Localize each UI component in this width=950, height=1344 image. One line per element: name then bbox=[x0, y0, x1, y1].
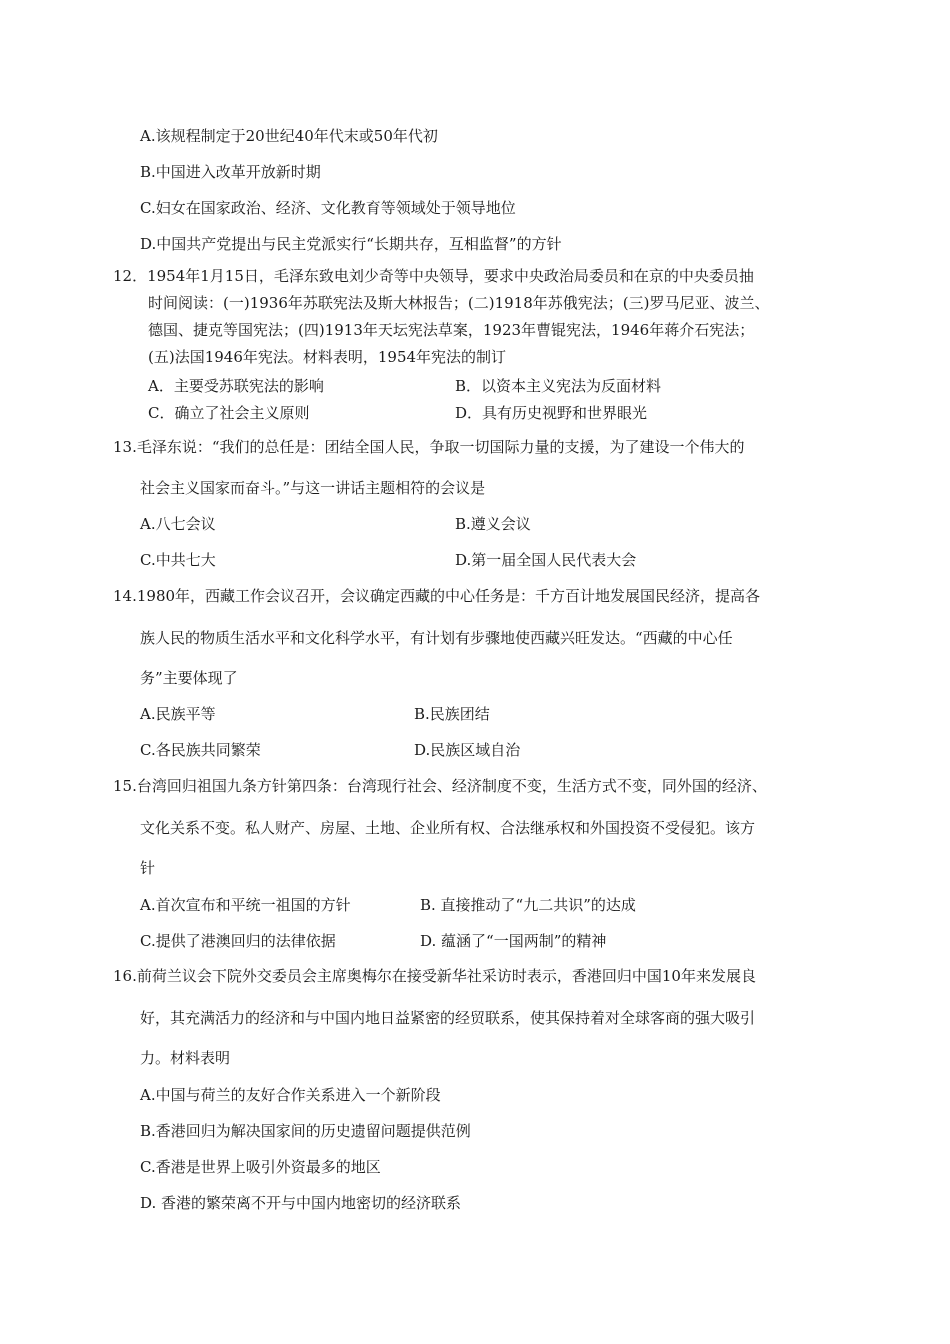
q15-option-a: A.首次宣布和平统一祖国的方针 bbox=[140, 896, 351, 914]
q12-stem-line-4: (五)法国1946年宪法。材料表明，1954年宪法的制订 bbox=[148, 348, 507, 366]
q11-option-d: D.中国共产党提出与民主党派实行“长期共存，互相监督”的方针 bbox=[140, 235, 562, 253]
q16-option-d: D. 香港的繁荣离不开与中国内地密切的经济联系 bbox=[140, 1194, 462, 1212]
q13-option-a: A.八七会议 bbox=[140, 515, 216, 533]
q13-stem-line-1: 13.毛泽东说：“我们的总任是：团结全国人民，争取一切国际力量的支援，为了建设一个伟大的 bbox=[113, 438, 745, 456]
q15-option-d: D. 蕴涵了“一国两制”的精神 bbox=[420, 932, 607, 950]
q13-stem-line-2: 社会主义国家而奋斗。”与这一讲话主题相符的会议是 bbox=[140, 479, 486, 497]
q12-option-d: D．具有历史视野和世界眼光 bbox=[455, 404, 648, 422]
q16-option-c: C.香港是世界上吸引外资最多的地区 bbox=[140, 1158, 381, 1176]
q16-option-b: B.香港回归为解决国家间的历史遗留问题提供范例 bbox=[140, 1122, 471, 1140]
q16-stem-line-2: 好，其充满活力的经济和与中国内地日益紧密的经贸联系，使其保持着对全球客商的强大吸引 bbox=[140, 1009, 756, 1027]
q12-stem-line-3: 德国、捷克等国宪法；(四)1913年天坛宪法草案，1923年曹锟宪法，1946年蒋介石宪法； bbox=[148, 321, 755, 339]
q15-stem-line-3: 针 bbox=[140, 859, 156, 877]
q14-option-b: B.民族团结 bbox=[414, 705, 490, 723]
q15-stem-line-1: 15.台湾回归祖国九条方针第四条：台湾现行社会、经济制度不变，生活方式不变，同外国的经济、 bbox=[113, 777, 767, 795]
q14-option-c: C.各民族共同繁荣 bbox=[140, 741, 261, 759]
q15-option-b: B. 直接推动了“九二共识”的达成 bbox=[420, 896, 636, 914]
q12-option-b: B．以资本主义宪法为反面材料 bbox=[455, 377, 662, 395]
q14-stem-line-2: 族人民的物质生活水平和文化科学水平，有计划有步骤地使西藏兴旺发达。“西藏的中心任 bbox=[140, 629, 733, 647]
q16-stem-line-3: 力。材料表明 bbox=[140, 1049, 231, 1067]
q12-stem-line-1: 12．1954年1月15日，毛泽东致电刘少奇等中央领导，要求中央政治局委员和在京的中央委员抽 bbox=[113, 267, 754, 285]
q13-option-b: B.遵义会议 bbox=[455, 515, 531, 533]
q16-stem-line-1: 16.前荷兰议会下院外交委员会主席奥梅尔在接受新华社采访时表示，香港回归中国10年来发展良 bbox=[113, 967, 756, 985]
q14-option-d: D.民族区域自治 bbox=[414, 741, 521, 759]
q14-stem-line-1: 14.1980年，西藏工作会议召开，会议确定西藏的中心任务是：千方百计地发展国民经济，提高各 bbox=[113, 587, 761, 605]
q15-option-c: C.提供了港澳回归的法律依据 bbox=[140, 932, 336, 950]
q12-option-a: A．主要受苏联宪法的影响 bbox=[148, 377, 324, 395]
q11-option-a: A.该规程制定于20世纪40年代末或50年代初 bbox=[140, 127, 438, 145]
q16-option-a: A.中国与荷兰的友好合作关系进入一个新阶段 bbox=[140, 1086, 441, 1104]
q15-stem-line-2: 文化关系不变。私人财产、房屋、土地、企业所有权、合法继承权和外国投资不受侵犯。该方 bbox=[140, 819, 756, 837]
q13-option-c: C.中共七大 bbox=[140, 551, 216, 569]
q11-option-b: B.中国进入改革开放新时期 bbox=[140, 163, 321, 181]
q13-option-d: D.第一届全国人民代表大会 bbox=[455, 551, 637, 569]
q11-option-c: C.妇女在国家政治、经济、文化教育等领域处于领导地位 bbox=[140, 199, 516, 217]
q12-stem-line-2: 时间阅读：(一)1936年苏联宪法及斯大林报告；(二)1918年苏俄宪法；(三)罗马尼亚、波兰、 bbox=[148, 294, 770, 312]
q14-option-a: A.民族平等 bbox=[140, 705, 216, 723]
q12-option-c: C．确立了社会主义原则 bbox=[148, 404, 310, 422]
q14-stem-line-3: 务”主要体现了 bbox=[140, 669, 238, 687]
